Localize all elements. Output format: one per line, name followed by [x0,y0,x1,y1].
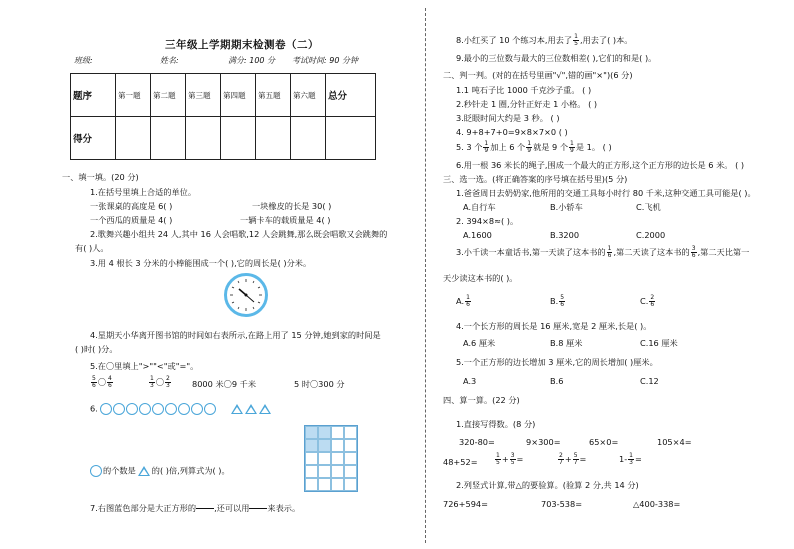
table-header-cell: 第五题 [256,74,291,117]
question-8: 8.小红买了 10 个练习本,用去了 $\frac{1}{5}$ ,用去了( )本。 [456,33,633,47]
vertical-calc-item: 703-538= [541,499,583,509]
question-4: 4.星期天小华离开图书馆的时间如右表所示,在路上用了 15 分钟,她到家的时间是 [90,330,381,340]
question-1a: 一张课桌的高度是 6( ) [90,201,173,211]
question-2: 2.歌舞兴趣小组共 24 人,其中 16 人会唱歌,12 人会跳舞,那么既会唱歌又会跳舞的 [90,229,388,239]
calc-item: 320-80= [459,437,495,447]
circle-icon [100,403,112,415]
section-1-heading: 一、填一填。(20 分) [62,172,139,182]
triangle-icon [259,404,271,414]
circle-icon [152,403,164,415]
score-cell[interactable] [256,117,291,160]
column-divider [425,8,426,543]
compare-fractions-b: $\frac{1}{3}$ 〇 $\frac{2}{3}$ [150,375,170,389]
triangle-icon [245,404,257,414]
calc-fraction-item: $\frac{2}{7}$ + $\frac{5}{7}$ = [559,452,587,466]
calc-item: 65×0= [589,437,619,447]
score-cell[interactable] [291,117,326,160]
question-1c: 一个西瓜的质量是 4( ) [90,215,173,225]
choice-3-option: B. $\frac{5}{6}$ [550,294,565,308]
circle-icon [178,403,190,415]
calc-fraction-item: 1- $\frac{1}{3}$ = [619,452,642,466]
triangle-icon [231,404,243,414]
class-field: 班级: [74,56,93,65]
question-3: 3.用 4 根长 3 分米的小棒能围成一个( ),它的周长是( )分米。 [90,258,312,268]
calc-1: 1.直接写得数。(8 分) [456,419,536,429]
choice-4-option: A.6 厘米 [463,338,496,348]
table-header-cell: 第四题 [221,74,256,117]
question-1: 1.在括号里填上合适的单位。 [90,187,197,197]
table-header-cell: 第三题 [186,74,221,117]
choice-5: 5.一个正方形的边长增加 3 厘米,它的周长增加( )厘米。 [456,357,658,367]
exam-time: 考试时间: 90 分钟 [292,56,358,65]
vertical-calc-item: △400-338= [633,499,681,509]
judge-6: 6.用一根 36 米长的绳子,围成一个最大的正方形,这个正方形的边长是 6 米。 ( ) [456,160,745,170]
question-9: 9.最小的三位数与最大的三位数相差( ),它们的和是( )。 [456,53,657,63]
question-5: 5.在〇里填上">""<"或"="。 [90,361,199,371]
circle-icon [191,403,203,415]
choice-4: 4.一个长方形的周长是 16 厘米,宽是 2 厘米,长是( )。 [456,321,652,331]
choice-5-option: B.6 [550,376,564,386]
exam-title: 三年级上学期期末检测卷（二） [165,39,319,51]
section-4-heading: 四、算一算。(22 分) [443,395,520,405]
square-grid [304,425,358,492]
circle-icon [113,403,125,415]
choice-5-option: A.3 [463,376,477,386]
choice-2-option: B.3200 [550,230,580,240]
table-header-cell: 总分 [326,74,376,117]
vertical-calc-item: 726+594= [443,499,488,509]
table-header-cell: 第二题 [151,74,186,117]
calc-fraction-item: $\frac{1}{5}$ + $\frac{3}{5}$ = [496,452,524,466]
compare-time: 5 时〇300 分 [294,379,345,389]
choice-3-option: C. $\frac{2}{6}$ [640,294,655,308]
circle-icon [126,403,138,415]
calc-2: 2.列竖式计算,带△的要验算。(验算 2 分,共 14 分) [456,480,639,490]
choice-3-cont: 天少读这本书的( )。 [443,273,518,283]
score-row-label: 得分 [71,117,116,160]
choice-1-option: A.自行车 [463,202,496,212]
score-cell[interactable] [221,117,256,160]
calc-item: 105×4= [657,437,692,447]
circle-icon [139,403,151,415]
table-header-cell: 第一题 [116,74,151,117]
question-6-answer: 的个数是 的( )倍,列算式为( )。 [90,465,230,477]
calc-item: 48+52= [443,457,478,467]
score-cell[interactable] [116,117,151,160]
score-cell[interactable] [186,117,221,160]
choice-4-option: C.16 厘米 [640,338,678,348]
section-3-heading: 三、选一选。(将正确答案的序号填在括号里)(5 分) [443,174,628,184]
choice-4-option: B.8 厘米 [550,338,583,348]
table-header-cell: 第六题 [291,74,326,117]
circle-icon [165,403,177,415]
score-table [70,73,376,160]
full-score: 满分: 100 分 [228,56,276,65]
choice-2-option: C.2000 [636,230,666,240]
choice-3: 3.小千读一本童话书,第一天读了这本书的 $\frac{1}{6}$ ,第二天读了这本书的 $\frac{3}{6}$ ,第二天比第一 [456,245,750,259]
circle-icon [204,403,216,415]
choice-2-option: A.1600 [463,230,492,240]
compare-fractions-a: $\frac{5}{6}$ 〇 $\frac{4}{6}$ [92,375,112,389]
name-field: 姓名: [160,56,179,65]
choice-2: 2. 394×8≈( )。 [456,216,519,226]
score-cell[interactable] [151,117,186,160]
choice-1: 1.爸爸周日去奶奶家,他所用的交通工具每小时行 80 千米,这种交通工具可能是( )。 [456,188,756,198]
question-7: 7.右图蓝色部分是大正方形的 ,还可以用 来表示。 [90,503,301,513]
choice-1-option: C.飞机 [636,202,661,212]
clock-icon [224,273,268,317]
judge-5: 5. 3 个 $\frac{1}{9}$ 加上 6 个 $\frac{1}{9}$ 就是 9 个 $\frac{1}{9}$ 是 1。 ( ) [456,140,612,154]
question-1b: 一块橡皮的长是 30( ) [252,201,332,211]
section-2-heading: 二、判一判。(对的在括号里画"√",错的画"×")(6 分) [443,70,633,80]
judge-4: 4. 9+8+7+0=9×8×7×0 ( ) [456,127,568,137]
judge-2: 2.秒针走 1 圈,分针正好走 1 小格。 ( ) [456,99,598,109]
choice-3-option: A. $\frac{1}{6}$ [456,294,470,308]
choice-1-option: B.小轿车 [550,202,583,212]
question-2-cont: 有( )人。 [75,243,109,253]
circle-icon [90,465,102,477]
score-cell[interactable] [326,117,376,160]
choice-5-option: C.12 [640,376,659,386]
question-1d: 一辆卡车的载质量是 4( ) [240,215,331,225]
question-4-cont: ( )时( )分。 [75,344,118,354]
judge-1: 1.1 吨石子比 1000 千克沙子重。 ( ) [456,85,592,95]
calc-item: 9×300= [526,437,561,447]
table-header-cell: 题序 [71,74,116,117]
question-6: 6. [90,403,273,415]
judge-3: 3.眨眼时间大约是 3 秒。 ( ) [456,113,560,123]
triangle-icon [138,466,150,476]
compare-length: 8000 米〇9 千米 [192,379,257,389]
